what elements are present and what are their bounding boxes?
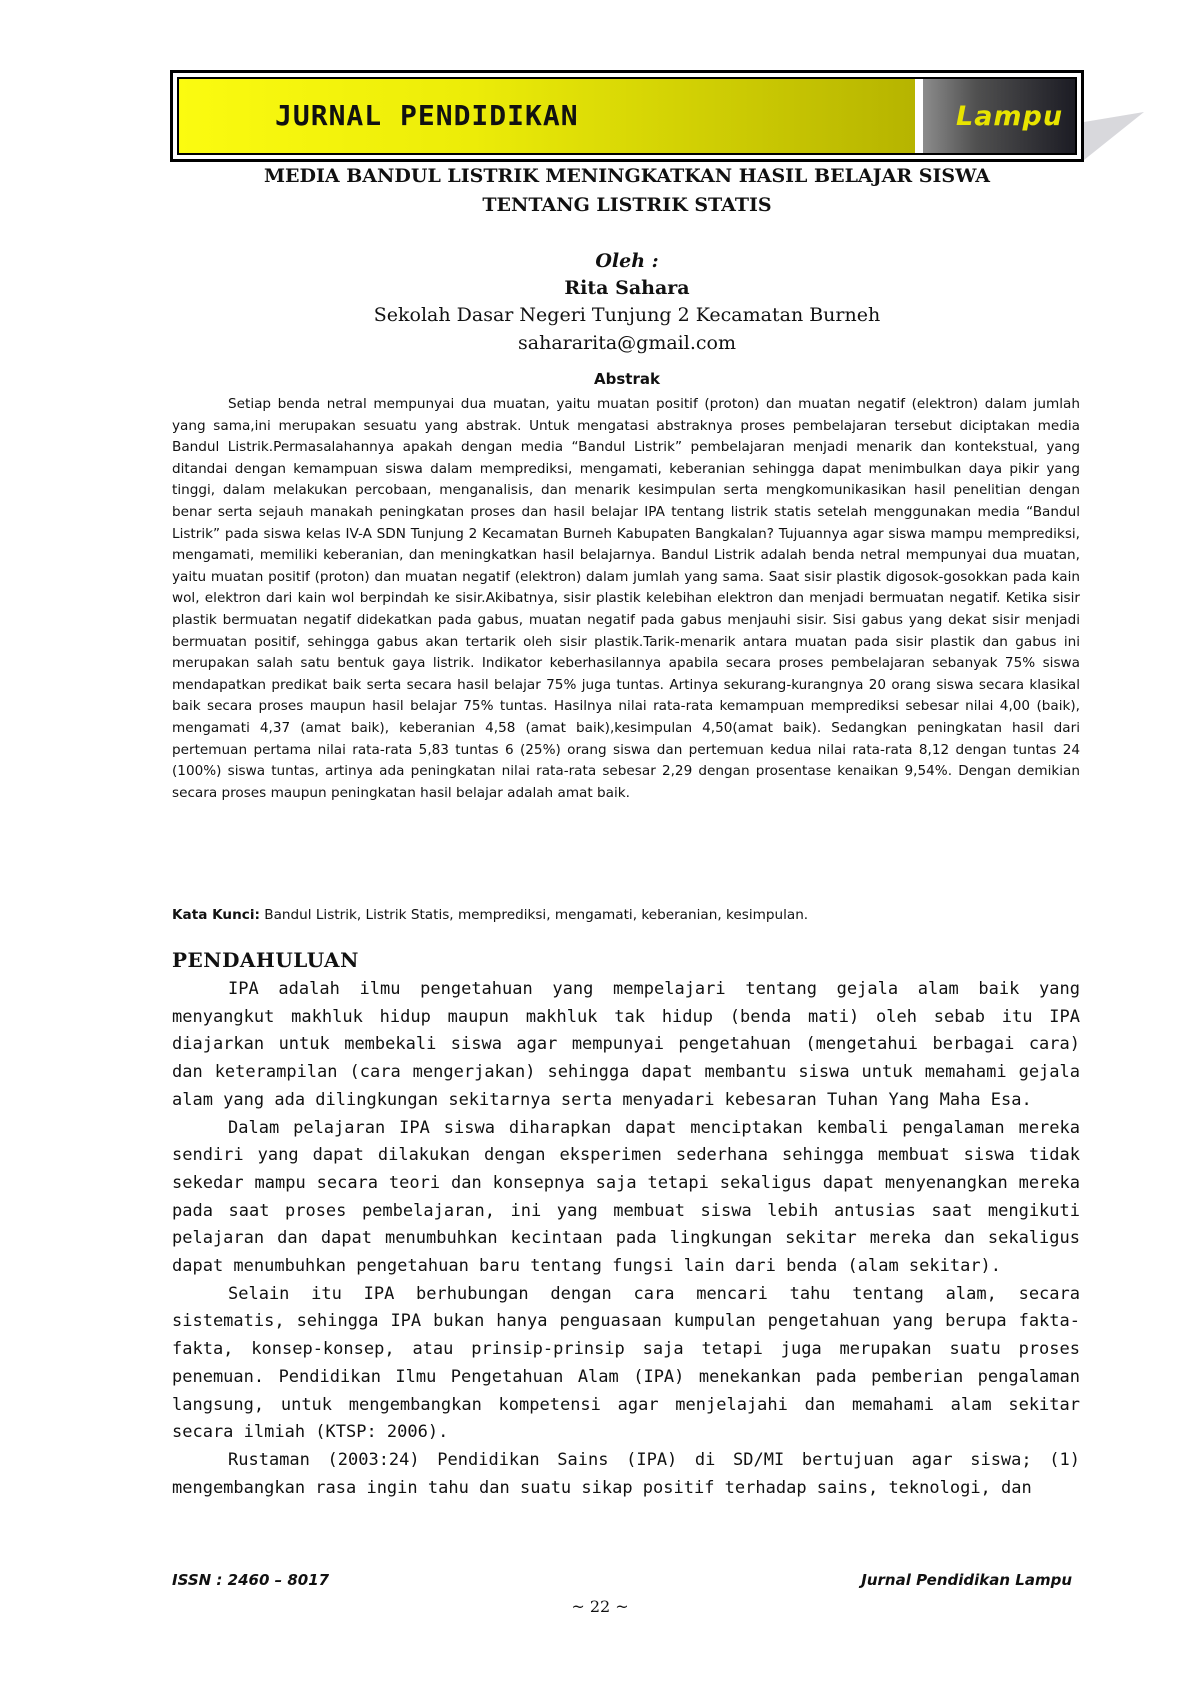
header-logo-panel — [923, 79, 1075, 153]
article-title-line-1: MEDIA BANDUL LISTRIK MENINGKATKAN HASIL BELAJAR SISWA — [264, 165, 990, 187]
keywords-line — [172, 905, 1080, 927]
journal-name: JURNAL PENDIDIKAN — [275, 99, 579, 132]
banner-shadow-shape — [1084, 112, 1144, 160]
article-title-line-2: TENTANG LISTRIK STATIS — [482, 194, 772, 216]
paragraph: Rustaman (2003:24) Pendidikan Sains (IPA) di SD/MI bertujuan agar siswa; (1) mengembangkan rasa ingin tahu dan suatu sikap positif terhadap sains, teknologi, dan — [172, 1449, 1080, 1498]
author-email: sahararita@gmail.com — [518, 332, 736, 354]
paragraph: IPA adalah ilmu pengetahuan yang mempelajari tentang gejala alam baik yang menyangkut makhluk hidup maupun makhluk tak hidup (benda mati) oleh sebab itu IPA diajarkan untuk membekali siswa agar mempunyai pengetahuan (mengetahui berbagai cara) dan keterampilan (cara mengerjakan) sehingga dapat membantu siswa untuk memahami gejala alam yang ada dilingkungan sekitarnya serta menyadari kebesaran Tuhan Yang Maha Esa. — [172, 979, 1080, 1110]
by-label: Oleh : — [595, 250, 659, 272]
footer-journal-name: Jurnal Pendidikan Lampu — [861, 1571, 1072, 1589]
abstract-text: Setiap benda netral mempunyai dua muatan, yaitu muatan positif (proton) dan muatan negatif (elektron) dalam jumlah yang sama,ini merupakan sesuatu yang abstrak. Untuk mengatasi abstraknya proses pembelajaran tersebut diciptakan media Bandul Listrik.Permasalahannya apakah dengan media “Bandul Listrik” pembelajaran menjadi menarik dan kontekstual, yang ditandai dengan kemampuan siswa dalam memprediksi, mengamati, keberanian sehingga dapat menimbulkan daya pikir yang tinggi, dalam melakukan percobaan, menganalisis, dan menarik kesimpulan serta mengkomunikasikan hasil penelitian dengan benar serta sejauh manakah peningkatan proses dan hasil belajar IPA tentang listrik statis setelah menggunakan media “Bandul Listrik” pada siswa kelas IV-A SDN Tunjung 2 Kecamatan Burneh Kabupaten Bangkalan? Tujuannya agar siswa mampu memprediksi, mengamati, memiliki keberanian, dan meningkatkan hasil belajarnya. Bandul Listrik adalah benda netral mempunyai dua muatan, yaitu muatan positif (proton) dan muatan negatif (elektron) dalam jumlah yang sama. Saat sisir plastik digosok-gosokkan pada kain wol, elektron dari kain wol berpindah ke sisir.Akibatnya, sisir plastik kelebihan elektron dan menjadi bermuatan negatif. Ketika sisir plastik bermuatan negatif didekatkan pada gabus, muatan negatif pada gabus menjauhi sisir. Sisi gabus yang dekat sisir menjadi bermuatan positif, sehingga gabus akan tertarik oleh sisir plastik.Tarik-menarik antara muatan pada sisir plastik dan gabus ini merupakan salah satu bentuk gaya listrik. Indikator keberhasilannya apabila secara proses pembelajaran sebanyak 75% siswa mendapatkan predikat baik serta secara hasil belajar 75% juga tuntas. Artinya sekurang-kurangnya 20 orang siswa secara klasikal baik secara proses maupun hasil belajar 75% tuntas. Hasilnya nilai rata-rata kemampuan memprediksi sebesar nilai 4,00 (baik), mengamati 4,37 (amat baik), keberanian 4,58 (amat baik),kesimpulan 4,50(amat baik). Sedangkan peningkatan hasil dari pertemuan pertama nilai rata-rata 5,83 tuntas 6 (25%) orang siswa dan pertemuan kedua nilai rata-rata 8,12 dengan tuntas 24 (100%) siswa tuntas, artinya ada peningkatan nilai rata-rata sebesar 2,29 dengan prosentase kenaikan 9,54%. Dengan demikian secara proses maupun peningkatan hasil belajar adalah amat baik. — [172, 396, 1080, 801]
header-title-panel — [179, 79, 915, 153]
page-number: ~ 22 ~ — [571, 1597, 629, 1616]
introduction-body — [172, 976, 1080, 1502]
section-heading-introduction: PENDAHULUAN — [172, 948, 359, 972]
keywords-list: Bandul Listrik, Listrik Statis, memprediksi, mengamati, keberanian, kesimpulan. — [259, 907, 809, 923]
paragraph: Dalam pelajaran IPA siswa diharapkan dapat menciptakan kembali pengalaman mereka sendiri yang dapat dilakukan dengan eksperimen sederhana sehingga membuat siswa tidak sekedar mampu secara teori dan konsepnya saja tetapi sekaligus dapat menyenangkan mereka pada saat proses pembelajaran, ini yang membuat siswa lebih antusias saat mengikuti pelajaran dan dapat menumbuhkan kecintaan pada lingkungan sekitar mereka dan sekaligus dapat menumbuhkan pengetahuan baru tentang fungsi lain dari benda (alam sekitar). — [172, 1117, 1080, 1277]
header-inner-frame — [177, 77, 1077, 155]
footer-issn: ISSN : 2460 – 8017 — [172, 1571, 330, 1589]
journal-logo-word: Lampu — [956, 101, 1064, 132]
paragraph: Selain itu IPA berhubungan dengan cara mencari tahu tentang alam, secara sistematis, sehingga IPA bukan hanya penguasaan kumpulan pengetahuan yang berupa fakta-fakta, konsep-konsep, atau prinsip-prinsip saja tetapi juga merupakan suatu proses penemuan. Pendidikan Ilmu Pengetahuan Alam (IPA) menekankan pada pemberian pengalaman langsung, untuk mengembangkan kompetensi agar menjelajahi dan memahami alam sekitar secara ilmiah (KTSP: 2006). — [172, 1283, 1080, 1443]
keywords-label: Kata Kunci: — [172, 907, 260, 923]
article-title — [170, 162, 1084, 220]
author-name: Rita Sahara — [564, 277, 690, 299]
abstract-heading: Abstrak — [594, 370, 660, 388]
author-affiliation: Sekolah Dasar Negeri Tunjung 2 Kecamatan Burneh — [373, 304, 881, 326]
journal-header-banner — [170, 70, 1084, 162]
